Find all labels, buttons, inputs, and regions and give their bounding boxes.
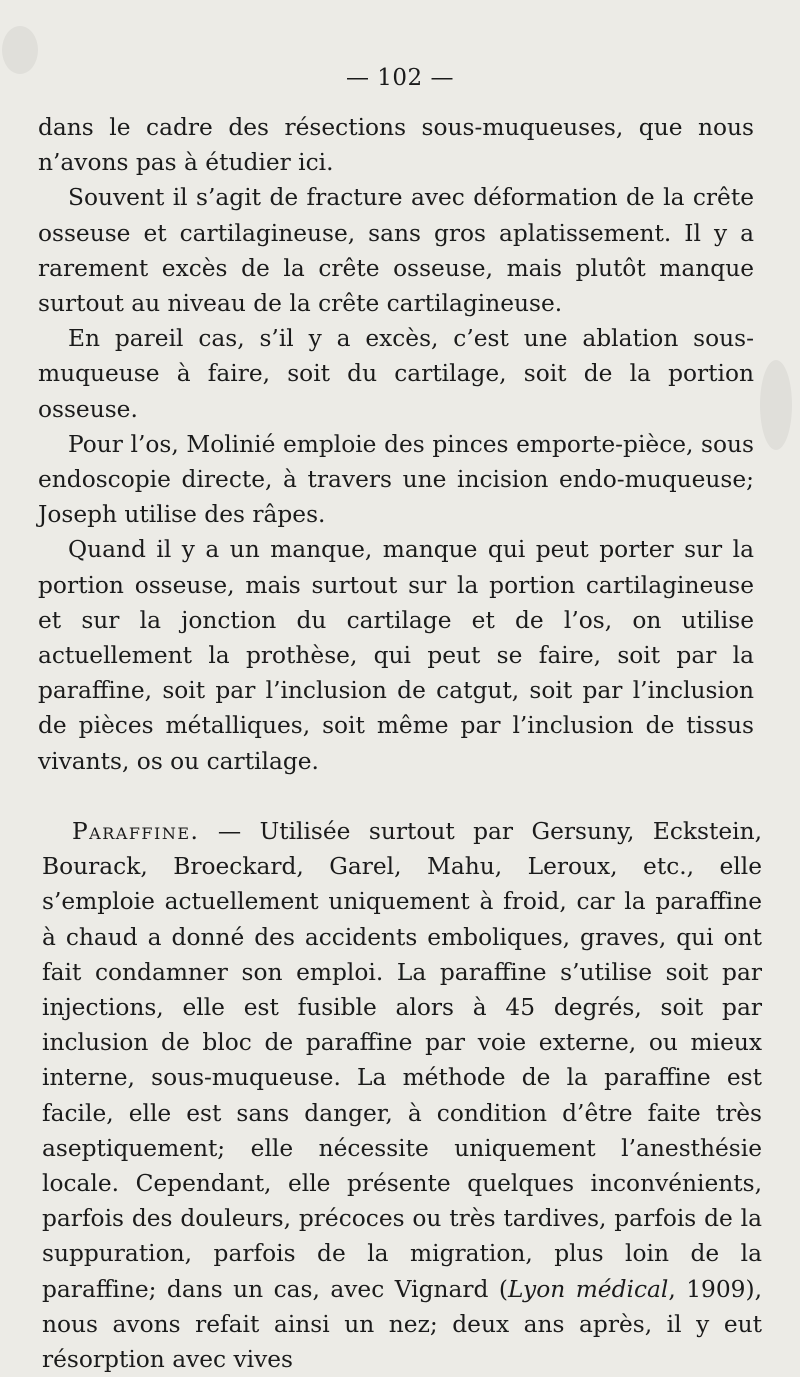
paragraph-paraffine	[42, 814, 762, 1377]
paper-stain	[760, 360, 792, 450]
paragraph-fracture: Souvent il s’agit de fracture avec déformation de la crête osseuse et cartilagineuse, sans gros aplatissement. Il y a rarement excès de la crête osseuse, mais plutôt manque surtout au niveau de la crête cartilagineuse.	[38, 184, 754, 318]
paragraph-os: Pour l’os, Molinié emploie des pinces emporte-pièce, sous endoscopie directe, à travers une incision endo-muqueuse; Joseph utilise des râpes.	[38, 430, 754, 529]
paraffine-text-part-2: , 1909), nous avons refait ainsi un nez; deux ans après, il y eut résorption avec vives	[42, 1275, 762, 1374]
paraffine-text-part-1: — Utilisée surtout par Gersuny, Eckstein, Bourack, Broeckard, Garel, Mahu, Leroux, etc., elle s’emploie actuellement uniquement à froid, car la paraffine à chaud a donné des accidents emboliques, graves, qui ont fait condamner son emploi. La paraffine s’utilise soit par injections, elle est fusible alors à 45 degrés, soit par inclusion de bloc de paraffine par voie externe, ou mieux interne, sous-muqueuse. La méthode de la paraffine est facile, elle est sans danger, à condition d’être faite très aseptiquement; elle nécessite uniquement l’anesthésie locale. Cependant, elle présente quelques inconvénients, parfois des douleurs, précoces ou très tardives, parfois de la suppuration, parfois de la migration, plus loin de la paraffine; dans un cas, avec Vignard (	[42, 818, 762, 1303]
section-heading-paraffine: Paraffine.	[72, 818, 200, 845]
body-text-upper	[38, 110, 754, 779]
citation-lyon-medical: Lyon médical	[508, 1275, 669, 1303]
paragraph-continuation: dans le cadre des résections sous-muqueuses, que nous n’avons pas à étudier ici.	[38, 114, 754, 177]
page-number: — 102 —	[345, 65, 455, 91]
paragraph-exces: En pareil cas, s’il y a excès, c’est une ablation sous-muqueuse à faire, soit du cartilage, soit de la portion osseuse.	[38, 325, 754, 423]
paragraph-manque: Quand il y a un manque, manque qui peut porter sur la portion osseuse, mais surtout sur la portion cartilagineuse et sur la jonction du cartilage et de l’os, on utilise actuellement la prothèse, qui peut se faire, soit par la paraffine, soit par l’inclusion de catgut, soit par l’inclusion de pièces métalliques, soit même par l’inclusion de tissus vivants, os ou cartilage.	[38, 536, 754, 775]
section-paraffine	[42, 814, 762, 1377]
